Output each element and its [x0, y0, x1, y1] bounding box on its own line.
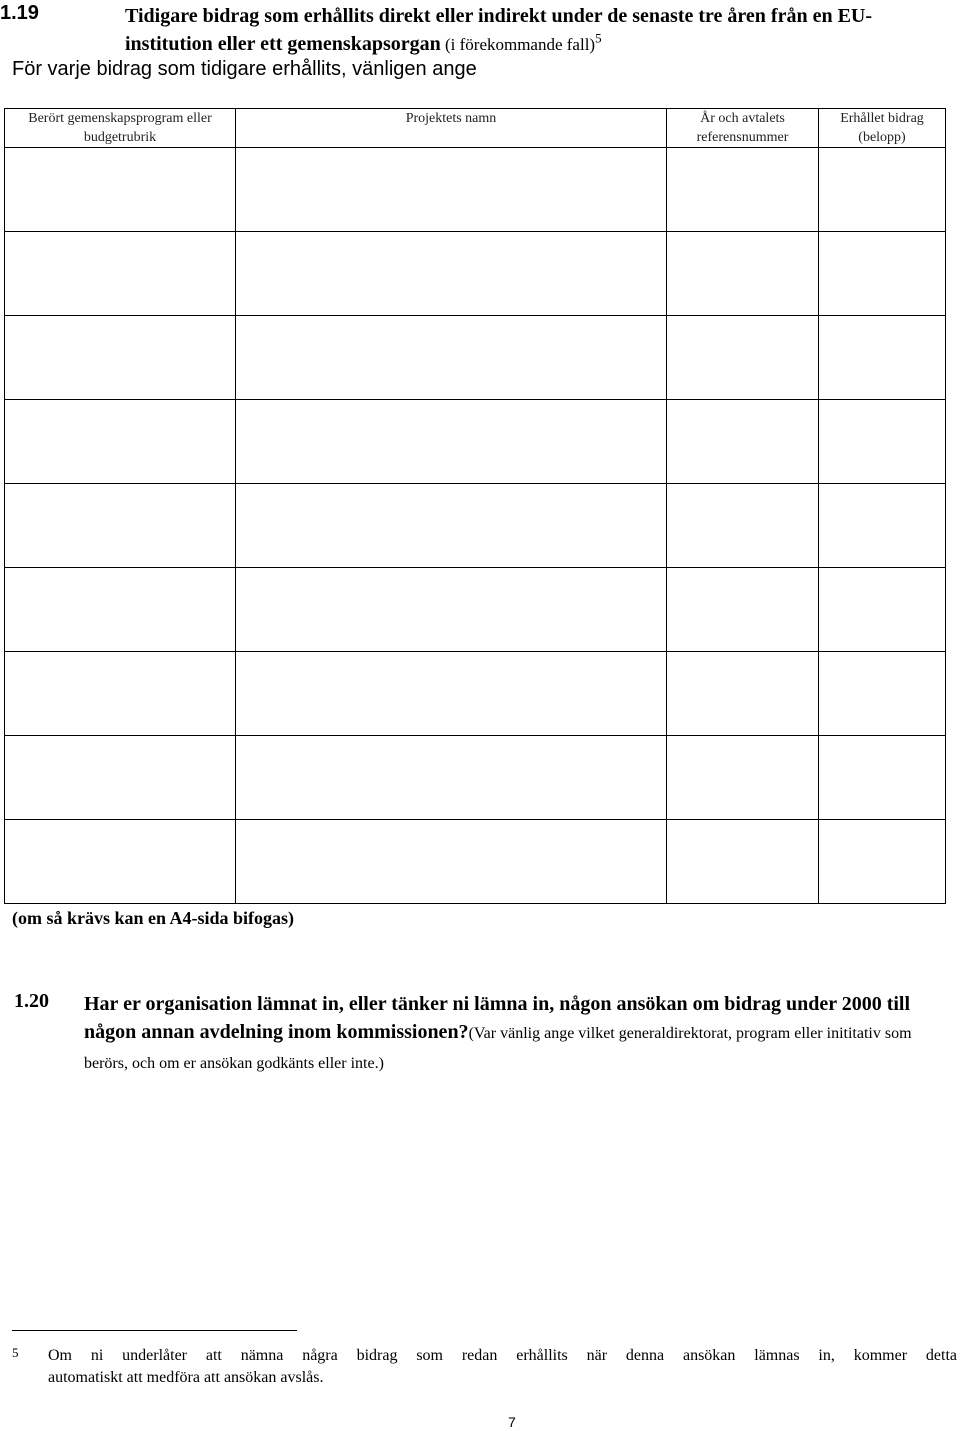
table-cell[interactable]: [819, 316, 946, 400]
footnote-ref[interactable]: 5: [595, 30, 602, 46]
table-cell[interactable]: [236, 652, 667, 736]
table-cell[interactable]: [819, 400, 946, 484]
col-header-programme: Berört gemenskapsprogram eller budgetrubrik: [5, 109, 236, 148]
attachment-note: (om så krävs kan en A4-sida bifogas): [12, 908, 295, 928]
table-row: [5, 568, 946, 652]
col-header-amount: Erhållet bidrag (belopp): [819, 109, 946, 148]
table-cell[interactable]: [236, 400, 667, 484]
table-cell[interactable]: [236, 316, 667, 400]
section-title: [84, 990, 944, 1078]
table-cell[interactable]: [667, 316, 819, 400]
table-cell[interactable]: [667, 484, 819, 568]
table-row: [5, 652, 946, 736]
col-header-year-reference: År och avtalets referensnummer: [667, 109, 819, 148]
table-cell[interactable]: [5, 652, 236, 736]
table-cell[interactable]: [5, 484, 236, 568]
table-cell[interactable]: [236, 232, 667, 316]
section-number: 1.20: [14, 990, 49, 1012]
table-cell[interactable]: [819, 820, 946, 904]
table-cell[interactable]: [236, 484, 667, 568]
table-cell[interactable]: [5, 568, 236, 652]
table-cell[interactable]: [236, 568, 667, 652]
table-row: [5, 316, 946, 400]
table-cell[interactable]: [667, 148, 819, 232]
table-cell[interactable]: [5, 316, 236, 400]
table-header-row: [5, 109, 946, 148]
table-row: [5, 400, 946, 484]
footnote-line-1: Om ni underlåter att nämna några bidrag som redan erhållits när denna ansökan lämnas in, kommer detta: [48, 1347, 957, 1364]
table-row: [5, 232, 946, 316]
table-cell[interactable]: [667, 652, 819, 736]
table-cell[interactable]: [667, 568, 819, 652]
table-cell[interactable]: [819, 568, 946, 652]
table-cell[interactable]: [236, 736, 667, 820]
grants-table: [4, 108, 946, 904]
table-row: [5, 148, 946, 232]
section-title-text: Tidigare bidrag som erhållits direkt eller indirekt under de senaste tre åren från en EU-institution eller ett gemenskapsorgan: [125, 5, 873, 55]
table-intro: För varje bidrag som tidigare erhållits, vänligen ange: [12, 58, 477, 80]
table-row: [5, 484, 946, 568]
footnote-separator: [12, 1330, 297, 1331]
section-title: [125, 2, 955, 59]
table-cell[interactable]: [667, 400, 819, 484]
table-cell[interactable]: [5, 232, 236, 316]
table-cell[interactable]: [5, 148, 236, 232]
section-title-text: Har er organisation lämnat in, eller tänker ni lämna in, någon ansökan om bidrag under 2000 till någon annan avdelning inom kommissionen?: [84, 993, 911, 1043]
table-cell[interactable]: [819, 736, 946, 820]
table-cell[interactable]: [5, 400, 236, 484]
table-cell[interactable]: [819, 148, 946, 232]
table-cell[interactable]: [5, 820, 236, 904]
page-number: 7: [508, 1414, 516, 1430]
table-cell[interactable]: [236, 148, 667, 232]
col-header-project-name: Projektets namn: [236, 109, 667, 148]
footnote: [12, 1345, 957, 1389]
table-cell[interactable]: [236, 820, 667, 904]
section-title-note: (i förekommande fall): [440, 35, 596, 54]
table-row: [5, 820, 946, 904]
table-cell[interactable]: [819, 652, 946, 736]
table-cell[interactable]: [667, 232, 819, 316]
table-cell[interactable]: [819, 484, 946, 568]
section-number: 1.19: [0, 2, 39, 24]
footnote-mark: 5: [12, 1345, 19, 1360]
table-row: [5, 736, 946, 820]
table-cell[interactable]: [667, 820, 819, 904]
table-cell[interactable]: [819, 232, 946, 316]
section-detail: (Var vänlig ange vilket generaldirektorat, program eller inititativ som berörs, och om er ansökan godkänts eller inte.): [84, 1025, 912, 1072]
table-cell[interactable]: [667, 736, 819, 820]
table-cell[interactable]: [5, 736, 236, 820]
footnote-line-2: automatiskt att medföra att ansökan avslås.: [48, 1369, 324, 1386]
